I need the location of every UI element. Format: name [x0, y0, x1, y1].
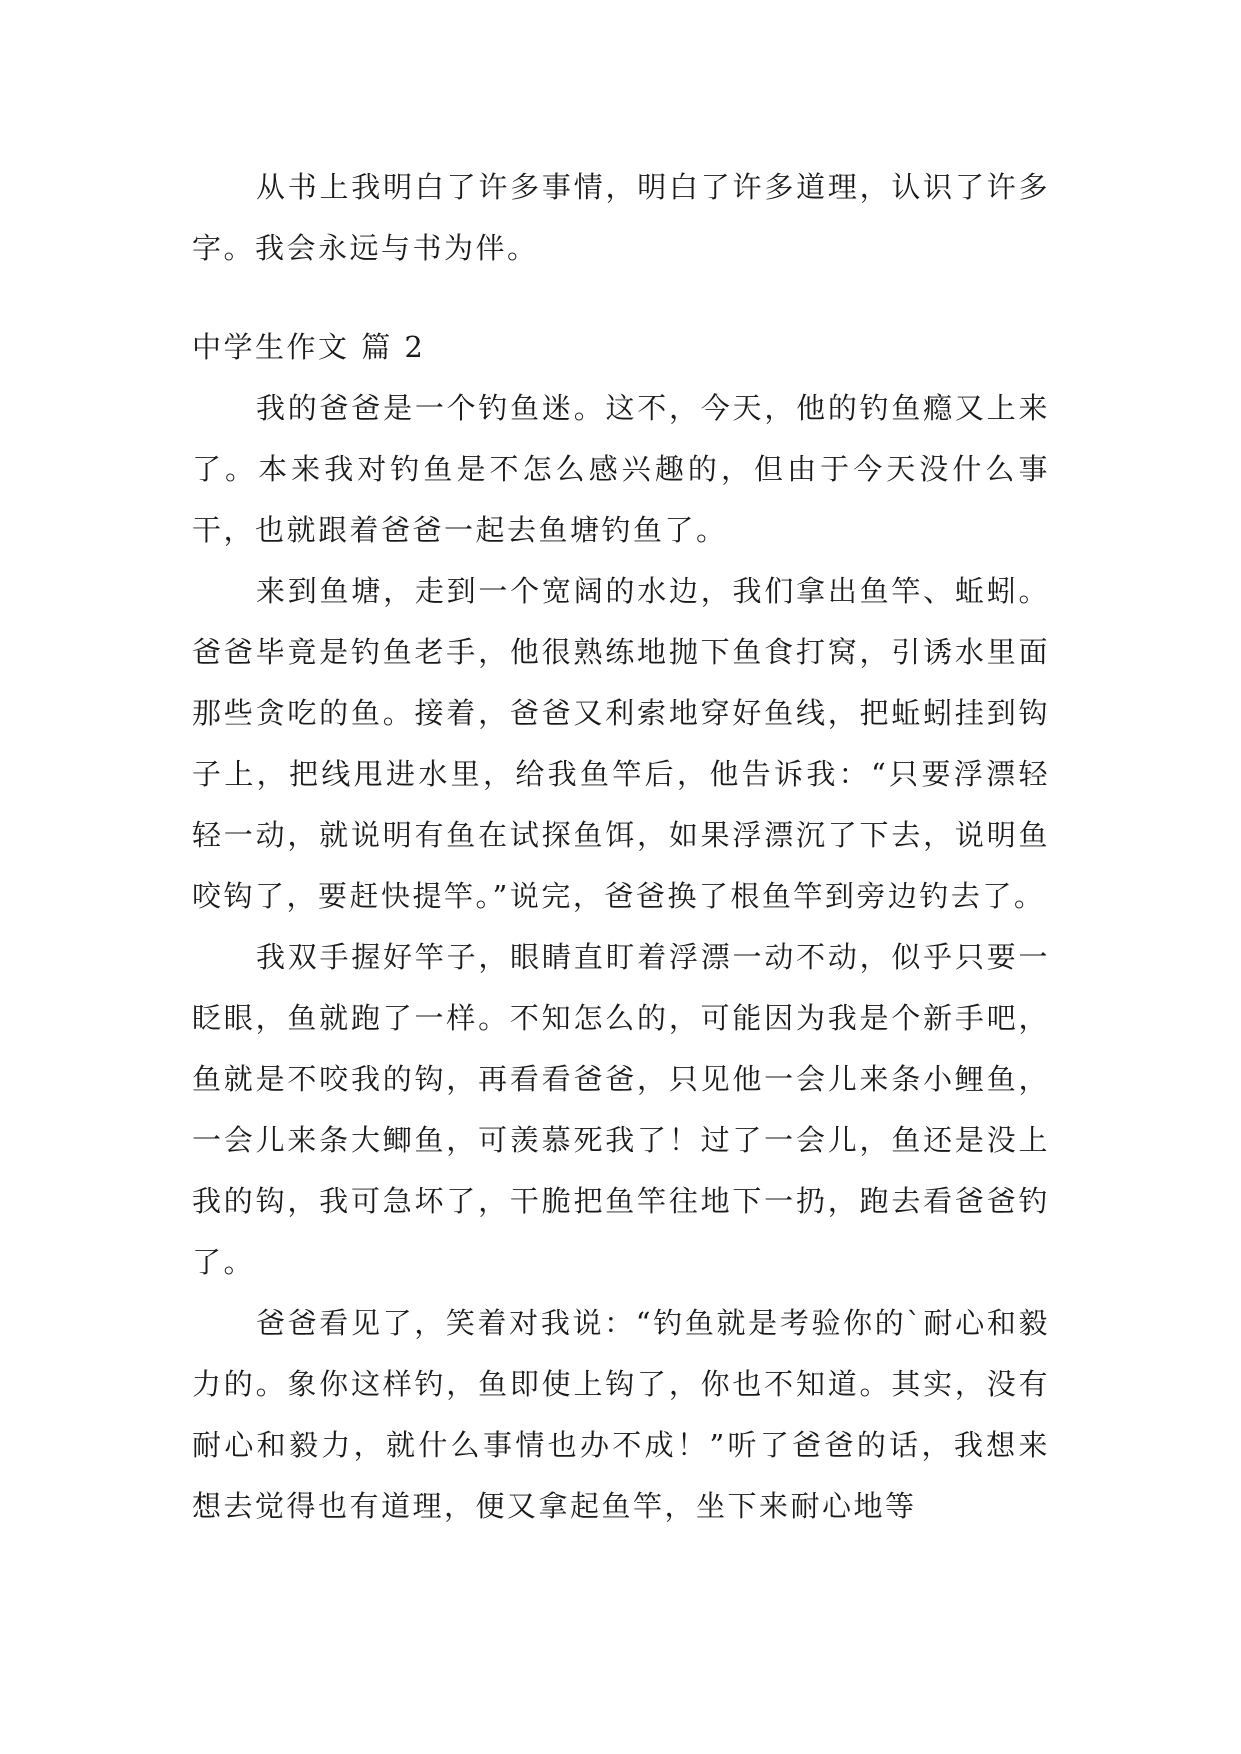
intro-paragraph: 从书上我明白了许多事情，明白了许多道理，认识了许多字。我会永远与书为伴。 [192, 170, 1050, 265]
essay-paragraph: 来到鱼塘，走到一个宽阔的水边，我们拿出鱼竿、蚯蚓。爸爸毕竟是钓鱼老手，他很熟练地抛下鱼食打窝，引诱水里面那些贪吃的鱼。接着，爸爸又利索地穿好鱼线，把蚯蚓挂到钩子上，把线甩进水里，给我鱼竿后，他告诉我：“只要浮漂轻轻一动，就说明有鱼在试探鱼饵，如果浮漂沉了下去，说明鱼咬钩了，要赶快提竿。”说完，爸爸换了根鱼竿到旁边钓去了。 [192, 574, 1050, 913]
essay-paragraph: 爸爸看见了，笑着对我说：“钓鱼就是考验你的`耐心和毅力的。象你这样钓，鱼即使上钩了，你也不知道。其实，没有耐心和毅力，就什么事情也办不成！”听了爸爸的话，我想来想去觉得也有道理，便又拿起鱼竿，坐下来耐心地等 [192, 1306, 1050, 1523]
section-gap [192, 279, 1050, 317]
document-page [192, 157, 1050, 1537]
essay-paragraph: 我双手握好竿子，眼睛直盯着浮漂一动不动，似乎只要一眨眼，鱼就跑了一样。不知怎么的，可能因为我是个新手吧，鱼就是不咬我的钩，再看看爸爸，只见他一会儿来条小鲤鱼，一会儿来条大鲫鱼，可羡慕死我了！过了一会儿，鱼还是没上我的钩，我可急坏了，干脆把鱼竿往地下一扔，跑去看爸爸钓了。 [192, 940, 1050, 1279]
section-heading: 中学生作文 篇 2 [192, 330, 426, 364]
essay-paragraph: 我的爸爸是一个钓鱼迷。这不，今天，他的钓鱼瘾又上来了。本来我对钓鱼是不怎么感兴趣的，但由于今天没什么事干，也就跟着爸爸一起去鱼塘钓鱼了。 [192, 391, 1050, 547]
